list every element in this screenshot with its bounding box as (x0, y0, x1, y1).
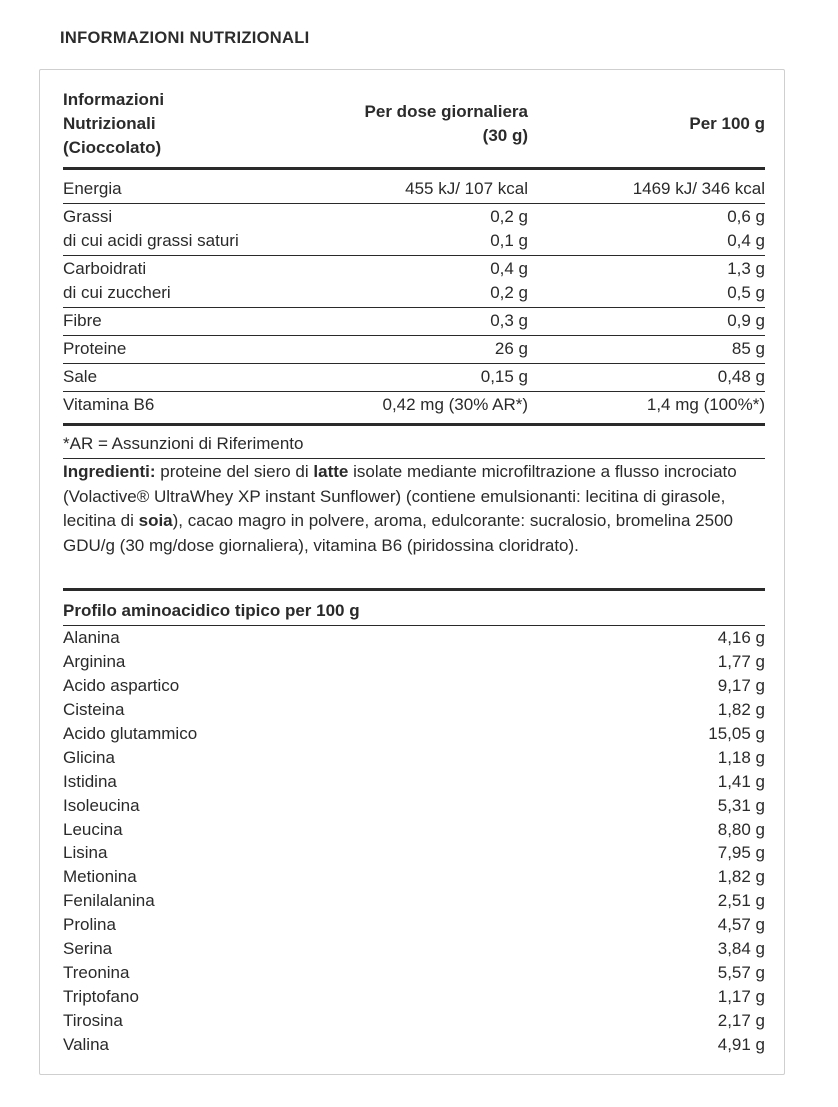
amino-profile-title: Profilo aminoacidico tipico per 100 g (63, 601, 360, 620)
amino-acid-row: Istidina 1,41 g (63, 771, 765, 791)
page-title: INFORMAZIONI NUTRIZIONALI (60, 29, 310, 47)
amino-acid-row: Triptofano 1,17 g (63, 987, 765, 1007)
amino-acid-row: Cisteina 1,82 g (63, 699, 765, 719)
amino-acid-row: Fenilalanina 2,51 g (63, 891, 765, 911)
header-col-per-dose: Per dose giornaliera (30 g) (364, 102, 528, 145)
header-col-per-100g: Per 100 g (689, 114, 765, 133)
nutrition-card: Informazioni Nutrizionali (Cioccolato) Per dose giornaliera (30 g) Per 100 g Energia 455 kJ/ 107 kcal 1469 kJ/ 346 kcal Grassi 0,2 g 0,6 g di cui acidi grassi saturi 0,1 g 0,4 g Carboidrati 0,4 g 1,3 g di cui zuccheri 0,2 g 0,5 g Fibre 0,3 g 0,9 g Proteine 26 g 85 g Sale 0,15 g 0,48 g Vitamina B6 0,42 mg (30% AR*) 1,4 mg (100%*) *AR = Assunzioni di Riferimento Ingredienti: proteine del siero di latte isolate mediante microfiltrazione a flusso incrociato (Volactive® UltraWhey XP instant Sunflower) (contiene emulsionanti: lecitina di girasole, lecitina di soia), cacao magro in polvere, aroma, edulcorante: sucralosio, bromelina 2500 GDU/g (30 mg/dose giornaliera), vitamina B6 (piridossina cloridrato). Profilo aminoacidico tipico per 100 g Alanina 4,16 g Arginina 1,77 g Acido aspartico 9,17 g Cisteina 1,82 g Acido glutammico 15,05 g Glicina 1,18 g Istidina 1,41 g Isoleucina 5,31 g Leucina 8,80 g Lisina 7,95 g Metionina 1,82 g Fenilalanina 2,51 g Prolina 4,57 g Serina 3,84 g Treonina 5,57 g Triptofano 1,17 g Tirosina 2,17 g Valina 4,91 g (39, 69, 785, 1075)
header-col-product: Informazioni Nutrizionali (Cioccolato) (63, 90, 165, 157)
amino-acid-row: Arginina 1,77 g (63, 651, 765, 671)
row-divider (63, 458, 765, 459)
row-divider (63, 255, 765, 256)
amino-acid-row: Treonina 5,57 g (63, 963, 765, 983)
row-divider (63, 307, 765, 308)
amino-acid-row: Acido aspartico 9,17 g (63, 675, 765, 695)
allergen: soia (138, 511, 173, 530)
table-divider (63, 423, 765, 426)
amino-acid-list (63, 626, 765, 1057)
row-divider (63, 203, 765, 204)
table-header (63, 88, 765, 164)
amino-acid-row: Alanina 4,16 g (63, 628, 765, 647)
amino-acid-row: Leucina 8,80 g (63, 819, 765, 839)
row-divider (63, 363, 765, 364)
amino-acid-row: Tirosina 2,17 g (63, 1011, 765, 1030)
reference-intake-note: *AR = Assunzioni di Riferimento (63, 434, 304, 453)
amino-acid-row: Serina 3,84 g (63, 939, 765, 959)
amino-acid-row: Prolina 4,57 g (63, 915, 765, 935)
allergen: latte (313, 462, 349, 481)
amino-acid-row: Lisina 7,95 g (63, 843, 765, 863)
amino-acid-row: Isoleucina 5,31 g (63, 795, 765, 815)
amino-acid-row: Glicina 1,18 g (63, 747, 765, 767)
row-divider (63, 335, 765, 336)
amino-acid-row: Valina 4,91 g (63, 1034, 765, 1054)
section-divider (63, 588, 765, 591)
row-divider (63, 391, 765, 392)
amino-acid-row: Acido glutammico 15,05 g (63, 723, 765, 743)
amino-acid-row: Metionina 1,82 g (63, 867, 765, 887)
header-divider (63, 167, 765, 170)
ingredients-text: Ingredienti: proteine del siero di latte isolate mediante microfiltrazione a flusso incrociato (Volactive® UltraWhey XP instant Sunflower) (contiene emulsionanti: lecitina di girasole, lecitina di soia), cacao magro in polvere, aroma, edulcorante: sucralosio, bromelina 2500 GDU/g (30 mg/dose giornaliera), vitamina B6 (piridossina cloridrato). (63, 462, 737, 555)
